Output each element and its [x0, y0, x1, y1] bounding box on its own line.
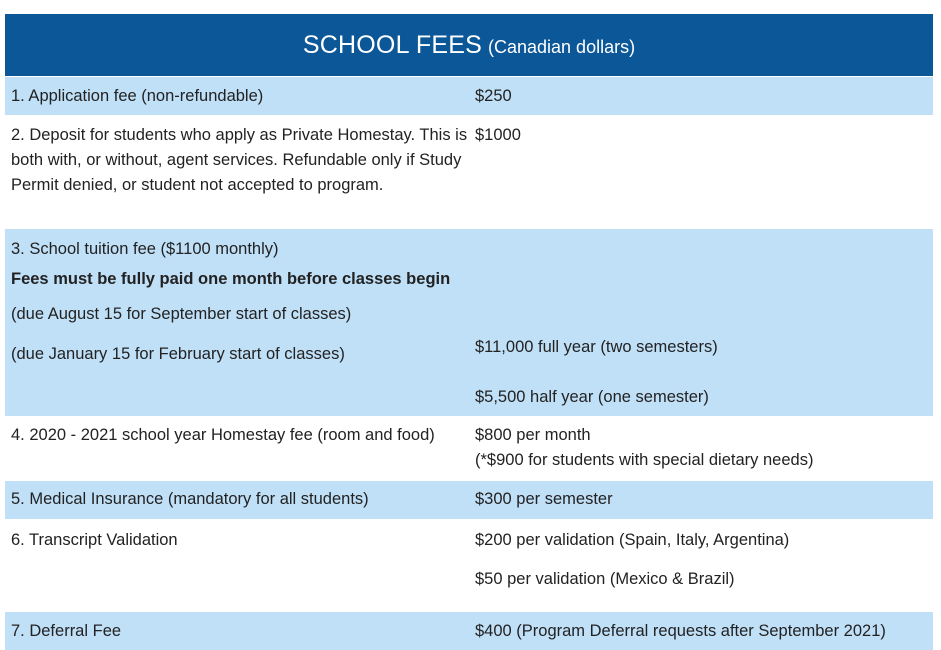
fee-label: 4. 2020 - 2021 school year Homestay fee (room and food) — [11, 426, 435, 444]
fee-value-note: (*$900 for students with special dietary needs) — [475, 451, 814, 469]
table-header — [5, 14, 933, 77]
fee-row-deposit — [5, 116, 933, 229]
due-date-september: (due August 15 for September start of classes) — [11, 305, 352, 323]
fee-value-secondary: $50 per validation (Mexico & Brazil) — [475, 570, 735, 588]
fee-label: 5. Medical Insurance (mandatory for all students) — [11, 490, 369, 508]
fee-value: $250 — [475, 87, 512, 105]
due-date-february: (due January 15 for February start of classes) — [11, 345, 345, 363]
fee-row-medical-insurance — [5, 481, 933, 520]
fee-value: $200 per validation (Spain, Italy, Argentina) — [475, 531, 790, 549]
fee-value-half-year: $5,500 half year (one semester) — [475, 388, 709, 406]
fee-label: 3. School tuition fee ($1100 monthly) — [11, 240, 279, 258]
fee-value: $300 per semester — [475, 490, 613, 508]
fee-row-transcript-validation — [5, 520, 933, 612]
fee-label-group — [5, 229, 469, 416]
fee-value: $800 per month — [475, 426, 591, 444]
fee-label: 1. Application fee (non-refundable) — [11, 87, 264, 105]
fee-row-deferral — [5, 612, 933, 650]
fee-label: 2. Deposit for students who apply as Private Homestay. This is both with, or without, agent services. Refundable only if Study Permit denied, or student not accepted to program. — [11, 126, 468, 194]
fee-row-application — [5, 77, 933, 116]
table-subtitle: (Canadian dollars) — [488, 36, 636, 57]
payment-deadline-note: Fees must be fully paid one month before classes begin — [11, 270, 451, 288]
fee-label: 6. Transcript Validation — [11, 531, 178, 549]
school-fees-table — [5, 14, 933, 650]
fee-value: $400 (Program Deferral requests after September 2021) — [475, 622, 886, 640]
fee-value-group — [469, 417, 933, 480]
fee-value-group — [469, 229, 933, 416]
fee-value: $1000 — [475, 126, 521, 144]
table-title: SCHOOL FEES — [302, 30, 482, 59]
fee-row-tuition — [5, 229, 933, 417]
fee-row-homestay — [5, 417, 933, 481]
fee-label: 7. Deferral Fee — [11, 622, 122, 640]
fee-value-full-year: $11,000 full year (two semesters) — [475, 338, 718, 356]
fee-value-group — [469, 520, 933, 611]
